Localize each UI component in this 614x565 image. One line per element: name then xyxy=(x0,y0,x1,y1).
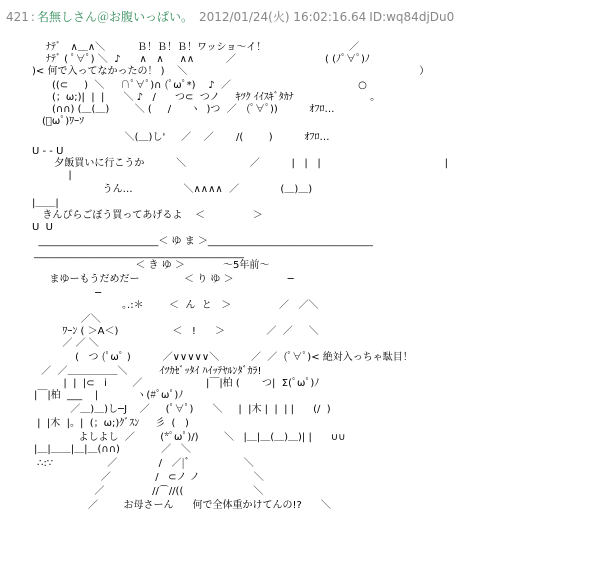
post-number[interactable]: 421 xyxy=(6,10,29,24)
aa-line: (ﾟωﾟ)ﾜｰｿ xyxy=(42,116,85,127)
aa-line: ─ xyxy=(76,288,102,299)
aa-line: ( つ (ﾟωﾟ ) ／∨∨∨∨∨＼ ／ ／ (ﾟ∀ﾟ)< 絶対入っちゃ駄目！ xyxy=(56,352,413,363)
aa-line: ／＼ xyxy=(68,314,101,325)
aa-line: ／ //⌒//(( ＼ xyxy=(34,486,264,497)
aa-line: __________________________________________ xyxy=(34,248,244,259)
post-id: ID:wq84djDu0 xyxy=(369,10,455,24)
aa-line: |￣|柏 ___ | ヽ(#ﾟωﾟ)ﾉ xyxy=(34,390,184,401)
aa-line: ∴:∵ ／ / ／|ﾞ ＼ xyxy=(34,458,254,469)
post-date: 2012/01/24(火) 16:02:16.64 xyxy=(198,10,367,24)
aa-line: うん… ＼∧∧∧∧ ／ (＿)＿) xyxy=(74,184,313,195)
aa-line: | | |⊂ i ／ |￣|柏 ( つ| Σ(ﾟωﾟ)ﾉ xyxy=(38,378,320,389)
aa-line: U - - U xyxy=(32,146,64,157)
aa-line: |＿|＿＿|＿|＿(∩∩) ／ ＼ xyxy=(34,444,191,455)
aa-line: ｡.:＊ ＜ ん と ＞ ／ ／＼ xyxy=(68,300,319,311)
aa-line: 夕飯買いに行こうか ＼ ／ | | | | xyxy=(48,158,449,169)
aa-line: | |木 |。| (；ω;)ｸﾞｽﾝ 彡 ( ) xyxy=(34,418,189,429)
post-separator: : xyxy=(30,10,35,24)
ascii-art xyxy=(28,34,606,559)
aa-line: ________________________＜ ゆ ま ＞_________________________________ xyxy=(32,236,373,247)
aa-line: よしよし ／ (*ﾟωﾟ)/) ＼ |＿|＿(＿)＿)| | ∪∪ xyxy=(34,432,346,443)
aa-line: | xyxy=(62,170,72,181)
aa-line: U U xyxy=(32,222,53,233)
aa-line: きんぴらごぼう買ってあげるよ ＜ ＞ xyxy=(36,210,263,221)
aa-line: まゆーもうだめだー ＜ り ゆ ＞ ─ xyxy=(40,274,294,285)
poster-name: 名無しさん＠お腹いっぱい。 xyxy=(36,10,193,24)
aa-line: ／ ／＿＿＿＿＿＼ ｲﾂｶｾﾞｯﾀｲ ﾊｲｯﾃﾔﾙﾝﾀﾞｶﾗ! xyxy=(38,366,262,377)
aa-line: ((⊂ ) ＼ ∩ﾟ∀ﾟ)∩ (ﾟωﾟ*) ♪ ／ ○ xyxy=(52,80,367,91)
aa-line: ＜ き ゆ ＞ ～5年前～ xyxy=(40,260,270,271)
aa-line: ／ ／ ＼ xyxy=(56,338,99,349)
aa-line: (∩∩) (＿(＿) ＼ ( / ヽ )つ ／ (ﾟ∀ﾟ)) ｵﾌﾛ… xyxy=(52,104,335,115)
aa-line: ﾅﾃﾞ ( ﾟ∀ﾟ) ＼ ♪ ∧ ∧ ∧∧ ／ ( (ﾉﾟ∀ﾟ)ﾉ xyxy=(46,54,370,65)
aa-line: ／ / ⊂ノ ノ ＼ xyxy=(34,472,264,483)
aa-line: ﾜｰﾝ ( ＞A＜) ＜ ! ＞ ／ ／ ＼ xyxy=(56,326,319,337)
post-header xyxy=(6,6,454,28)
aa-line: (；ω;)| | | ＼ ♪ / つ⊂ つノ ｷﾂｸ ｲｲｽｷﾞﾀｶﾅ ｡ xyxy=(52,92,376,103)
aa-line: ／＿)＿)し─J ／ (ﾟ∀ﾟ) ＼ | |木 | | | | (/ ) xyxy=(48,404,331,415)
aa-line: |＿＿| xyxy=(32,198,59,209)
aa-line: ＼(＿)し' ／ ／ /( ) ｵﾌﾛ… xyxy=(42,132,330,143)
aa-line: ／ お母さーん 何で全体重かけてんの!? ＼ xyxy=(34,500,331,511)
aa-line: ﾅﾃﾞ ∧＿∧＼ Ｂ！Ｂ！Ｂ！ワッショ～イ！ ／ xyxy=(46,42,359,53)
aa-line: )< 何で入ってなかったの！ ) ＼ ） xyxy=(32,66,430,77)
